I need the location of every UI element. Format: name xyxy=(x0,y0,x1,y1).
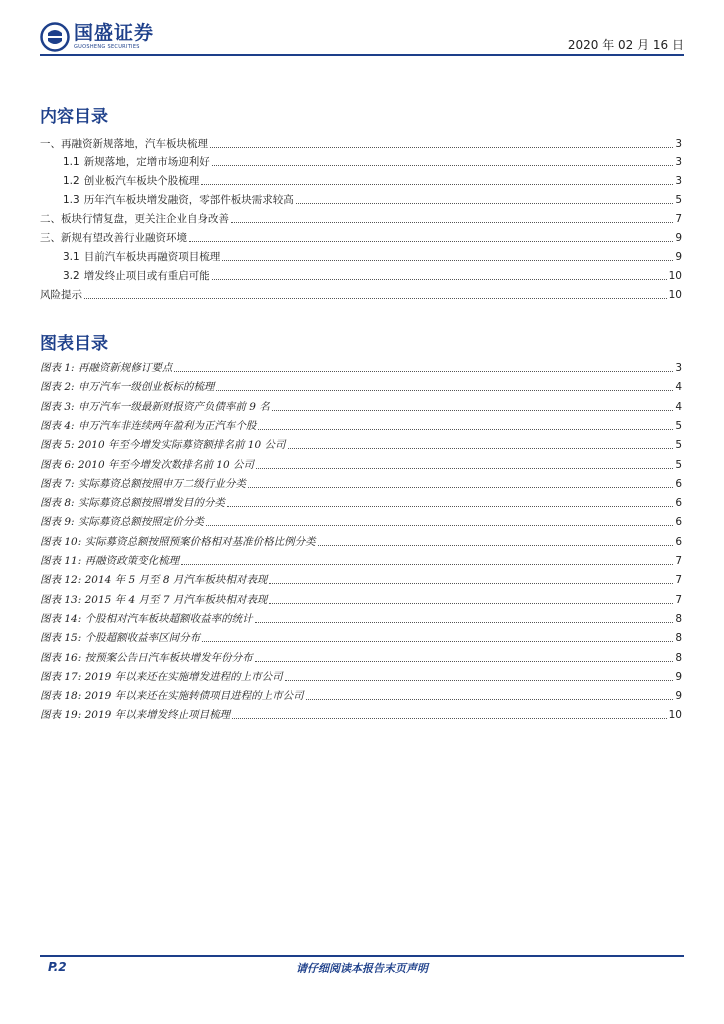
dot-leader xyxy=(318,545,674,546)
figure-entry[interactable] xyxy=(40,688,682,704)
toc-entry-page: 7 xyxy=(675,213,682,225)
figure-entry-label xyxy=(40,707,230,723)
figure-entry-label xyxy=(40,630,200,646)
dot-leader xyxy=(202,641,673,642)
toc-entry-page: 10 xyxy=(668,270,682,282)
toc-entry[interactable] xyxy=(40,230,682,246)
figure-entry-text: 2019 年以来还在实施增发进程的上市公司 xyxy=(84,670,283,683)
figure-entry[interactable] xyxy=(40,553,682,569)
company-logo xyxy=(40,22,154,52)
toc-entry-page: 9 xyxy=(675,251,682,263)
figure-number: 图表 4: xyxy=(40,419,75,432)
dot-leader xyxy=(285,680,674,681)
figure-entry-page: 8 xyxy=(675,651,682,664)
toc-entry-page: 10 xyxy=(668,289,682,301)
dot-leader xyxy=(248,487,673,488)
figure-number: 图表 11: xyxy=(40,555,82,567)
figure-entry-text: 2019 年以来增发终止项目梳理 xyxy=(84,709,231,722)
figure-entry-label xyxy=(40,572,267,588)
toc-entry-text: 一、再融资新规落地，汽车板块梳理 xyxy=(40,138,208,150)
figure-entry-text: 实际募资总额按照申万二级行业分类 xyxy=(77,477,246,490)
toc-entry-number: 3.1 xyxy=(63,251,80,263)
toc-entry[interactable] xyxy=(63,154,682,170)
dot-leader xyxy=(272,410,674,411)
figure-entry-page: 5 xyxy=(675,458,682,471)
toc-entry-label xyxy=(63,249,220,265)
figure-entry-text: 申万汽车一级最新财报资产负债率前 9 名 xyxy=(77,400,270,413)
figure-entry-page: 10 xyxy=(668,709,682,722)
figures-title: 图表目录 xyxy=(40,334,108,354)
figure-entry[interactable] xyxy=(40,534,682,550)
figure-entry-label xyxy=(40,418,256,434)
dot-leader xyxy=(84,298,667,299)
figure-entry-label xyxy=(40,437,286,453)
toc-entry-text: 历年汽车板块增发融资，零部件板块需求较高 xyxy=(83,194,294,206)
dot-leader xyxy=(269,583,673,584)
figure-entry-label xyxy=(40,495,225,511)
figure-entry[interactable] xyxy=(40,399,682,415)
figure-entry-text: 实际募资总额按照预案价格相对基准价格比例分类 xyxy=(84,535,316,548)
figure-entry-page: 5 xyxy=(675,439,682,452)
page-header xyxy=(40,18,684,54)
figure-entry-text: 再融资新规修订要点 xyxy=(77,362,173,374)
figure-entry-page: 7 xyxy=(675,555,682,567)
figure-entry-label xyxy=(40,379,214,395)
toc-entry-text: 目前汽车板块再融资项目梳理 xyxy=(83,251,221,263)
figure-entry[interactable] xyxy=(40,572,682,588)
figure-entry[interactable] xyxy=(40,418,682,434)
toc-entry-label xyxy=(40,136,208,152)
dot-leader xyxy=(296,203,674,204)
toc-entry[interactable] xyxy=(63,173,682,189)
toc-entry-label xyxy=(63,192,294,208)
figure-entry-page: 6 xyxy=(675,477,682,490)
figure-entry-page: 8 xyxy=(675,612,682,625)
figure-number: 图表 7: xyxy=(40,477,75,490)
figure-entry[interactable] xyxy=(40,707,682,723)
dot-leader xyxy=(210,147,673,148)
logo-name-en: GUOSHENG SECURITIES xyxy=(74,44,140,50)
figure-number: 图表 5: xyxy=(40,439,75,452)
figure-entry-label xyxy=(40,592,267,608)
guosheng-logo-icon xyxy=(40,22,70,52)
figure-entry[interactable] xyxy=(40,457,682,473)
figure-entry-page: 7 xyxy=(675,593,682,606)
dot-leader xyxy=(206,525,673,526)
toc-entry[interactable] xyxy=(40,136,682,152)
report-date: 2020 年 02 月 16 日 xyxy=(567,38,684,52)
toc-entry-page: 3 xyxy=(675,138,682,150)
figure-entry[interactable] xyxy=(40,514,682,530)
figure-entry-text: 2015 年 4 月至 7 月汽车板块相对表现 xyxy=(84,593,268,606)
dot-leader xyxy=(216,390,673,391)
figure-entry-label xyxy=(40,360,172,376)
figure-entry-page: 9 xyxy=(675,670,682,683)
toc-entry-number: 1.2 xyxy=(63,175,80,187)
dot-leader xyxy=(222,260,673,261)
dot-leader xyxy=(269,603,673,604)
figure-entry-text: 2010 年至今增发实际募资额排名前 10 公司 xyxy=(77,439,286,452)
figure-entry-text: 再融资政策变化梳理 xyxy=(84,555,180,567)
figure-entry-text: 2010 年至今增发次数排名前 10 公司 xyxy=(77,458,255,471)
figure-entry-page: 6 xyxy=(675,516,682,529)
dot-leader xyxy=(288,448,674,449)
figure-entry-label xyxy=(40,611,253,627)
toc-entry-label xyxy=(40,211,229,227)
figure-number: 图表 10: xyxy=(40,535,82,548)
figure-number: 图表 14: xyxy=(40,612,82,625)
figure-number: 图表 17: xyxy=(40,670,82,683)
figure-entry-label xyxy=(40,688,304,704)
figure-number: 图表 3: xyxy=(40,400,75,413)
figure-entry-text: 申万汽车一级创业板标的梳理 xyxy=(77,381,215,394)
figure-number: 图表 19: xyxy=(40,709,82,722)
toc-entry[interactable] xyxy=(63,192,682,208)
footer-disclaimer: 请仔细阅读本报告末页声明 xyxy=(296,962,428,975)
figure-entry-label xyxy=(40,534,316,550)
dot-leader xyxy=(256,468,673,469)
figure-entry[interactable] xyxy=(40,650,682,666)
toc-entry-text: 二、板块行情复盘，更关注企业自身改善 xyxy=(40,213,229,225)
dot-leader xyxy=(174,371,673,372)
figure-entry[interactable] xyxy=(40,360,682,376)
footer-divider xyxy=(40,955,684,957)
toc-entry[interactable] xyxy=(40,287,682,303)
figure-entry-text: 实际募资总额按照增发目的分类 xyxy=(77,497,225,510)
figure-number: 图表 2: xyxy=(40,381,75,394)
figure-entry-text: 按预案公告日汽车板块增发年份分布 xyxy=(84,651,253,664)
figure-entry-label xyxy=(40,553,179,569)
toc-entry-number: 1.3 xyxy=(63,194,80,206)
figure-number: 图表 15: xyxy=(40,632,82,645)
toc-entry[interactable] xyxy=(40,211,682,227)
figure-entry[interactable] xyxy=(40,495,682,511)
figure-entry-page: 9 xyxy=(675,690,682,703)
toc-entry-page: 5 xyxy=(675,194,682,206)
dot-leader xyxy=(181,564,673,565)
dot-leader xyxy=(258,429,673,430)
figure-number: 图表 18: xyxy=(40,690,82,703)
logo-name-cn: 国盛证券 xyxy=(74,22,155,44)
figure-entry-page: 8 xyxy=(675,632,682,645)
figure-entry[interactable] xyxy=(40,476,682,492)
toc-entry-text: 风险提示 xyxy=(40,289,82,301)
figure-entry-label xyxy=(40,476,246,492)
toc-entry-label xyxy=(63,173,199,189)
figure-entry-label xyxy=(40,650,253,666)
toc-entry-page: 3 xyxy=(675,175,682,187)
toc-entry[interactable] xyxy=(63,268,682,284)
figure-entry-text: 个股超额收益率区间分布 xyxy=(84,632,201,645)
header-divider xyxy=(40,54,684,56)
figure-entry[interactable] xyxy=(40,379,682,395)
dot-leader xyxy=(212,165,674,166)
toc-title: 内容目录 xyxy=(40,107,108,127)
figure-number: 图表 6: xyxy=(40,458,75,471)
toc-entry-label xyxy=(40,230,187,246)
figure-number: 图表 13: xyxy=(40,593,82,606)
figure-entry-page: 7 xyxy=(675,574,682,587)
toc-entry-text: 三、新规有望改善行业融资环境 xyxy=(40,232,187,244)
toc-entry-label xyxy=(40,287,82,303)
toc-entry-label xyxy=(63,154,210,170)
figure-entry-label xyxy=(40,399,270,415)
figure-entry-page: 6 xyxy=(675,497,682,510)
figure-number: 图表 12: xyxy=(40,574,82,587)
toc-entry[interactable] xyxy=(63,249,682,265)
toc-entry-text: 新规落地，定增市场迎利好 xyxy=(83,156,210,168)
figure-entry-text: 2014 年 5 月至 8 月汽车板块相对表现 xyxy=(84,574,268,587)
dot-leader xyxy=(212,279,667,280)
figure-entry[interactable] xyxy=(40,437,682,453)
figure-entry-text: 实际募资总额按照定价分类 xyxy=(77,516,204,529)
dot-leader xyxy=(227,506,673,507)
toc-entry-text: 创业板汽车板块个股梳理 xyxy=(83,175,200,187)
figure-entry-text: 申万汽车非连续两年盈利为正汽车个股 xyxy=(77,419,257,432)
figure-entry-label xyxy=(40,669,283,685)
figure-entry-label xyxy=(40,514,204,530)
figure-number: 图表 1: xyxy=(40,362,75,374)
toc-entry-number: 1.1 xyxy=(63,156,80,168)
figure-number: 图表 8: xyxy=(40,497,75,510)
figure-entry-label xyxy=(40,457,254,473)
page-number: P.2 xyxy=(48,960,67,974)
toc-entry-page: 3 xyxy=(675,156,682,168)
dot-leader xyxy=(255,661,674,662)
figure-entry[interactable] xyxy=(40,669,682,685)
figure-number: 图表 9: xyxy=(40,516,75,529)
figure-entry[interactable] xyxy=(40,630,682,646)
dot-leader xyxy=(232,718,666,719)
dot-leader xyxy=(231,222,673,223)
figure-entry[interactable] xyxy=(40,592,682,608)
dot-leader xyxy=(255,622,674,623)
toc-entry-text: 增发终止项目或有重启可能 xyxy=(83,270,210,282)
dot-leader xyxy=(201,184,673,185)
figure-entry-page: 5 xyxy=(675,419,682,432)
figure-entry-page: 6 xyxy=(675,535,682,548)
dot-leader xyxy=(189,241,673,242)
figure-number: 图表 16: xyxy=(40,651,82,664)
toc-entry-number: 3.2 xyxy=(63,270,80,282)
toc-entry-page: 9 xyxy=(675,232,682,244)
figure-entry-page: 4 xyxy=(675,400,682,413)
figure-entry-text: 个股相对汽车板块超额收益率的统计 xyxy=(84,612,253,625)
figure-entry-page: 4 xyxy=(675,381,682,394)
figure-entry-page: 3 xyxy=(675,362,682,374)
toc-entry-label xyxy=(63,268,210,284)
dot-leader xyxy=(306,699,674,700)
figure-entry[interactable] xyxy=(40,611,682,627)
figure-entry-text: 2019 年以来还在实施转债项目进程的上市公司 xyxy=(84,690,304,703)
